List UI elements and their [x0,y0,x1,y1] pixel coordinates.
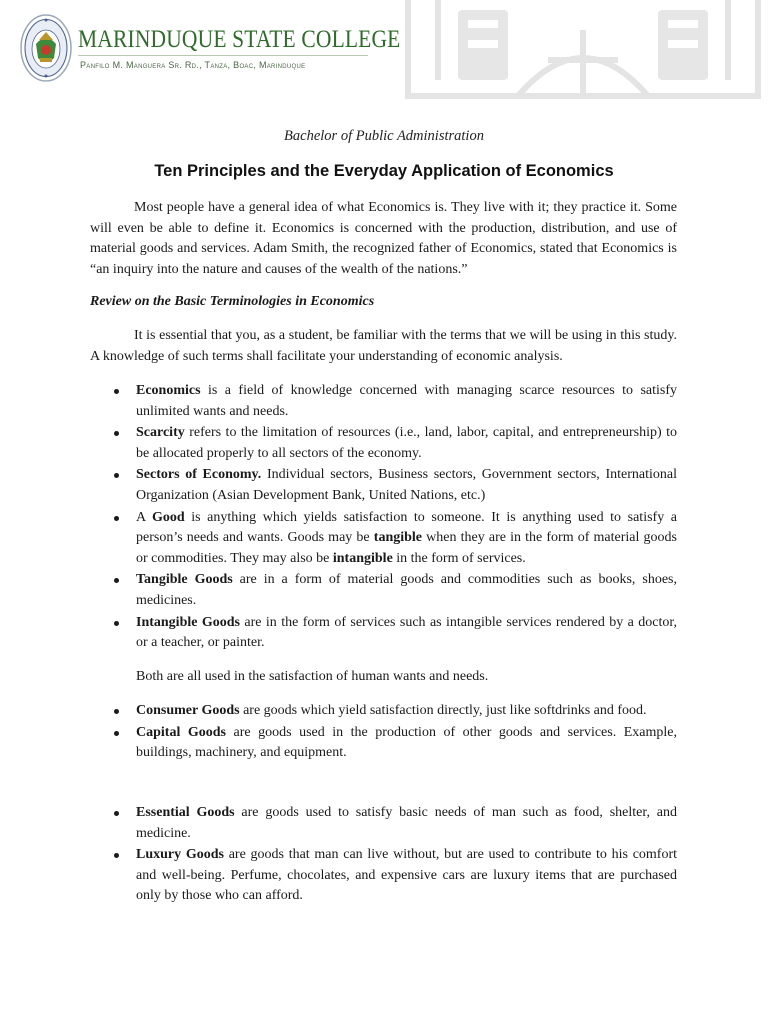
bullet-icon [114,811,119,816]
list-item: Consumer Goods are goods which yield satisfaction directly, just like softdrinks and food. [90,701,677,722]
college-name: MARINDUQUE STATE COLLEGE [78,26,401,53]
list-item: Sectors of Economy. Individual sectors, Business sectors, Government sectors, International Organization (Asian Development Bank, United Nations, etc.) [90,465,677,506]
program-name: Bachelor of Public Administration [284,128,484,144]
list-item: Luxury Goods are goods that man can live without, but are used to contribute to his comfort and well-being. Perfume, chocolates, and expensive cars are luxury items that are purchased only by those who can afford. [90,845,677,907]
bullet-icon [114,621,119,626]
list-item: Economics is a field of knowledge concerned with managing scarce resources to satisfy unlimited wants and needs. [90,381,677,422]
bullet-icon [114,731,119,736]
list-item: Essential Goods are goods used to satisfy basic needs of man such as food, shelter, and medicine. [90,803,677,844]
campus-watermark-icon [398,0,768,100]
bullet-icon [114,431,119,436]
list-item: Scarcity refers to the limitation of resources (i.e., land, labor, capital, and entrepreneurship) to be allocated properly to all sectors of the economy. [90,423,677,464]
letterhead [0,0,768,104]
list-item: Capital Goods are goods used in the production of other goods and services. Example, buildings, machinery, and equipment. [90,723,677,764]
section-intro-paragraph: It is essential that you, as a student, be familiar with the terms that we will be using in this study. A knowledge of such terms shall facilitate your understanding of economic analysis. [90,328,677,364]
bullet-icon [114,473,119,478]
college-seal-icon [20,14,72,82]
college-address: Panfilo M. Manguera Sr. Rd., Tanza, Boac, Marinduque [80,60,306,70]
list-item: A Good is anything which yields satisfaction to someone. It is anything used to satisfy a person’s needs and wants. Goods may be tangible when they are in the form of material goods or commodities. They may also be intangible in the form of services. [90,508,677,570]
goods-list-b [90,803,677,908]
terms-list [90,381,677,655]
list-item: Intangible Goods are in the form of services such as intangible services rendered by a doctor, or a teacher, or painter. [90,613,677,654]
bullet-icon [114,853,119,858]
bullet-icon [114,578,119,583]
document-title: Ten Principles and the Everyday Application of Economics [154,162,614,180]
section-heading: Review on the Basic Terminologies in Economics [90,294,375,309]
bullet-icon [114,709,119,714]
goods-list-a [90,701,677,765]
header-divider [78,55,368,56]
both-note: Both are all used in the satisfaction of human wants and needs. [136,669,489,684]
list-item: Tangible Goods are in a form of material goods and commodities such as books, shoes, medicines. [90,570,677,611]
bullet-icon [114,516,119,521]
bullet-icon [114,389,119,394]
intro-paragraph: Most people have a general idea of what Economics is. They live with it; they practice it. Some will even be able to define it. Economics is concerned with the production, distribution, and use of material goods and services. Adam Smith, the recognized father of Economics, stated that Economics is “an inquiry into the nature and causes of the wealth of the nations.” [90,200,677,277]
